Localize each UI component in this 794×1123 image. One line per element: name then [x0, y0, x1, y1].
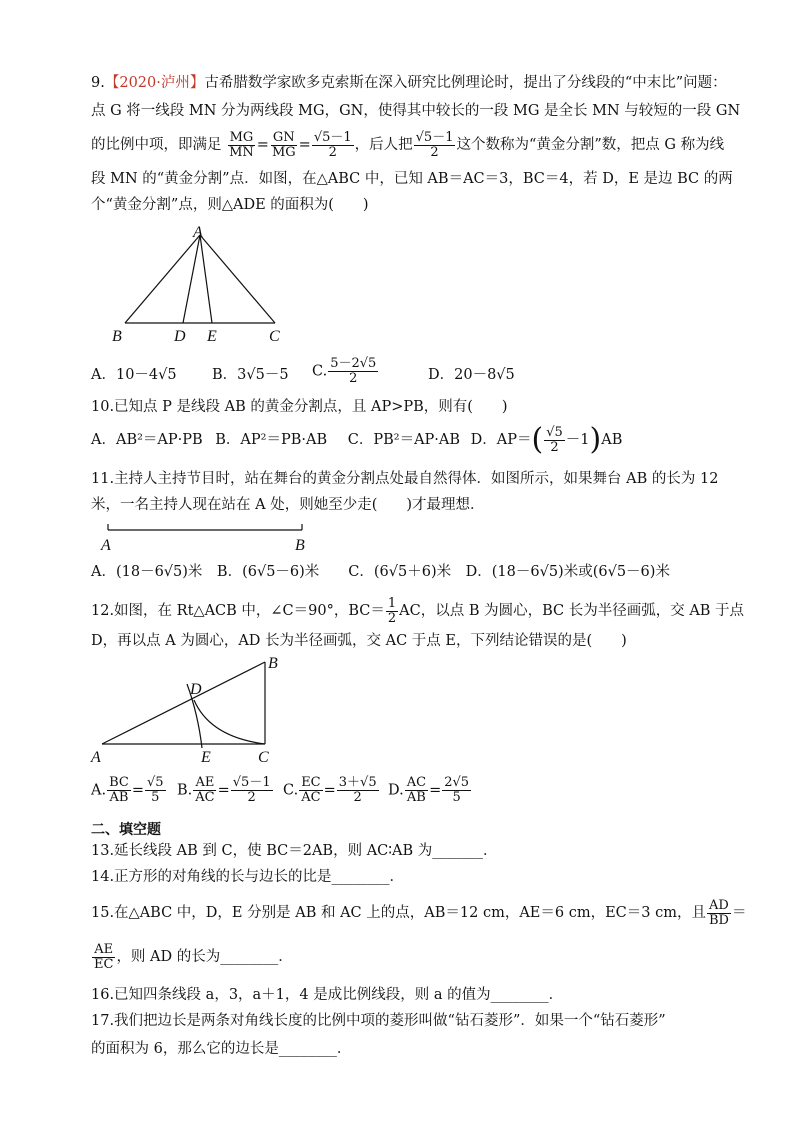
- q9-line2: 点 G 将一线段 MN 分为两线段 MG，GN，使得其中较长的一段 MG 是全长 MN 与较短的一段 GN: [91, 103, 741, 119]
- value-fraction: [442, 776, 471, 805]
- label-e: E: [201, 749, 211, 766]
- q12-text-a: 12.如图，在 Rt△ACB 中，∠C＝90°，BC＝: [91, 603, 385, 619]
- denominator: AC: [301, 790, 321, 805]
- q9-text-a: 的比例中项，即满足: [91, 137, 222, 153]
- q13: 13.延长线段 AB 到 C，使 BC＝2AB，则 AC∶AB 为_______．: [91, 843, 498, 859]
- q10-option-a: A．AB²＝AP·PB: [91, 432, 203, 448]
- numerator: 5－2√5: [330, 356, 377, 371]
- q10-option-d: [470, 422, 623, 457]
- q12-option-c: [283, 776, 380, 805]
- q10-options: [91, 422, 724, 458]
- paren-left: (: [531, 422, 544, 457]
- q9-text-c: 这个数称为“黄金分割”数，把点 G 称为线: [456, 137, 725, 153]
- q15-fraction-ae-ec: [92, 943, 115, 972]
- q9-fraction-golden-2: [414, 131, 456, 160]
- option-label: A.: [91, 782, 107, 799]
- q9-option-c: [312, 357, 379, 386]
- q16: 16.已知四条线段 a，3，a＋1，4 是成比例线段，则 a 的值为________．: [91, 987, 564, 1003]
- q9-text: 古希腊数学家欧多克索斯在深入研究比例理论时，提出了分线段的“中末比”问题：: [204, 75, 727, 91]
- equals: =: [323, 782, 336, 799]
- value-fraction: [231, 776, 273, 805]
- q9-source-tag: 【2020·泸州】: [104, 75, 205, 91]
- denominator: MG: [271, 144, 296, 160]
- denominator: 5: [452, 790, 461, 805]
- q15-line1: [91, 896, 747, 930]
- label-d: D: [190, 681, 202, 698]
- equals: =: [429, 782, 442, 799]
- q12-fraction-half: [386, 597, 398, 626]
- equals: ＝: [731, 905, 747, 921]
- q9-number: 9.: [91, 75, 105, 91]
- numerator: AE: [94, 941, 114, 957]
- label-c: C: [269, 328, 280, 345]
- fraction: [107, 776, 131, 805]
- numerator: 1: [387, 595, 397, 611]
- numerator: BC: [109, 775, 129, 790]
- denominator: AB: [109, 790, 129, 805]
- q12-option-a: [91, 776, 167, 805]
- denominator: 2: [387, 610, 397, 626]
- q9-option-d: D．20－8√5: [428, 367, 515, 383]
- fraction: [405, 776, 428, 805]
- denominator: BD: [708, 912, 729, 928]
- label-a: A: [101, 537, 111, 554]
- q17-line1: 17.我们把边长是两条对角线长度的比例中项的菱形叫做“钻石菱形”．如果一个“钻石菱形”: [91, 1013, 666, 1029]
- q12-text-b: AC，以点 B 为圆心，BC 长为半径画弧，交 AB 于点: [399, 603, 745, 619]
- option-label: D.: [388, 782, 404, 799]
- paren-right: ): [589, 422, 602, 457]
- q9-option-a: A．10－4√5: [91, 367, 177, 383]
- denominator: 2: [353, 790, 362, 805]
- q9-line5: 个“黄金分割”点，则△ADE 的面积为( ): [91, 197, 369, 213]
- q11-line2: 米，一名主持人现在站在 A 处，则她至少走( )才最理想．: [91, 497, 485, 513]
- numerator: √5: [147, 775, 164, 790]
- q10-option-c: C．PB²＝AP·AB: [347, 432, 461, 448]
- section-heading-fill-in: 二、填空题: [91, 821, 161, 837]
- denominator: 2: [328, 144, 337, 160]
- q11-stage-figure: [100, 520, 320, 556]
- numerator: √5－1: [232, 775, 271, 790]
- numerator: √5－1: [313, 129, 352, 145]
- equals: =: [217, 782, 230, 799]
- numerator: 2√5: [444, 775, 470, 790]
- q9-option-b: B．3√5－5: [212, 367, 289, 383]
- label-a: A: [193, 224, 203, 241]
- q9-option-c-fraction: [328, 357, 378, 386]
- side-ac: [200, 235, 275, 323]
- label-b: B: [295, 537, 305, 554]
- side-ab: [102, 662, 265, 744]
- segment-ae: [200, 235, 212, 323]
- q9-line3: [91, 130, 724, 160]
- q15-text: 15.在△ABC 中，D，E 分别是 AB 和 AC 上的点，AB＝12 cm，AE＝6 cm，EC＝3 cm，且: [91, 905, 706, 921]
- equals: =: [256, 137, 269, 153]
- value-fraction: [337, 776, 379, 805]
- ab: AB: [601, 432, 623, 448]
- numerator: AE: [195, 775, 215, 790]
- q9-fraction-mg-mn: [227, 131, 256, 160]
- denominator: 2: [247, 790, 256, 805]
- numerator: EC: [301, 775, 321, 790]
- q9-line1: [91, 72, 727, 94]
- q12-option-b: [177, 776, 274, 805]
- numerator: √5－1: [415, 129, 454, 145]
- arc-from-b: [194, 700, 265, 744]
- label-d: D: [174, 328, 186, 345]
- q11-options: A．(18－6√5)米 B．(6√5－6)米 C．(6√5＋6)米 D．(18－6√5)米或(6√5－6)米: [91, 564, 670, 580]
- denominator: EC: [94, 956, 114, 972]
- label-b: B: [268, 655, 278, 672]
- q9-line4: 段 MN 的“黄金分割”点．如图，在△ABC 中，已知 AB＝AC＝3，BC＝4，若 D，E 是边 BC 的两: [91, 171, 733, 187]
- denominator: 5: [151, 790, 160, 805]
- q9-text-b: ，后人把: [354, 137, 413, 153]
- label-c: C: [258, 749, 269, 766]
- q15-text-b: ，则 AD 的长为________．: [116, 949, 293, 965]
- value-fraction: [145, 776, 166, 805]
- numerator: GN: [272, 129, 295, 145]
- label-a: A: [91, 749, 101, 766]
- label-e: E: [207, 328, 217, 345]
- q17-line2: 的面积为 6，那么它的边长是________．: [91, 1041, 352, 1057]
- numerator: AD: [709, 897, 729, 913]
- denominator: 2: [430, 144, 439, 160]
- denominator: AC: [195, 790, 215, 805]
- numerator: MG: [229, 129, 254, 145]
- q12-line2: D，再以点 A 为圆心，AD 长为半径画弧，交 AC 于点 E，下列结论错误的是( ): [91, 633, 627, 649]
- denominator: 2: [550, 439, 559, 455]
- q9-triangle-figure: [100, 220, 300, 345]
- equals: =: [298, 137, 311, 153]
- q10-option-b: B．AP²＝PB·AB: [215, 432, 328, 448]
- q12-line1: [91, 595, 745, 626]
- denominator: MN: [229, 144, 254, 160]
- q15-fraction-ad-bd: [707, 899, 731, 928]
- denominator: 2: [349, 371, 358, 386]
- option-label: D．AP＝: [470, 432, 532, 448]
- q11-line1: 11.主持人主持节目时，站在舞台的黄金分割点处最自然得体．如图所示，如果舞台 AB 的长为 12: [91, 471, 719, 487]
- option-label: C.: [312, 363, 328, 380]
- segment-ad: [183, 235, 200, 323]
- side-ab: [125, 235, 200, 323]
- label-b: B: [112, 328, 122, 345]
- numerator: 3＋√5: [338, 775, 377, 790]
- q10-sqrt5-over-2: [544, 426, 565, 455]
- equals: =: [131, 782, 144, 799]
- q9-fraction-gn-mg: [270, 131, 298, 160]
- q12-option-d: [388, 776, 472, 805]
- denominator: AB: [406, 790, 426, 805]
- numerator: √5: [546, 424, 563, 440]
- q12-right-triangle-figure: [90, 652, 290, 770]
- numerator: AC: [406, 775, 427, 790]
- q9-fraction-golden: [312, 131, 354, 160]
- fraction: [193, 776, 216, 805]
- fraction: [299, 776, 322, 805]
- option-label: B.: [177, 782, 193, 799]
- minus-one: －1: [565, 432, 590, 448]
- q10-stem: 10.已知点 P 是线段 AB 的黄金分割点，且 AP>PB，则有( ): [91, 399, 508, 415]
- q14: 14.正方形的对角线的长与边长的比是________．: [91, 869, 405, 885]
- option-label: C.: [283, 782, 299, 799]
- q15-line2: [91, 940, 724, 974]
